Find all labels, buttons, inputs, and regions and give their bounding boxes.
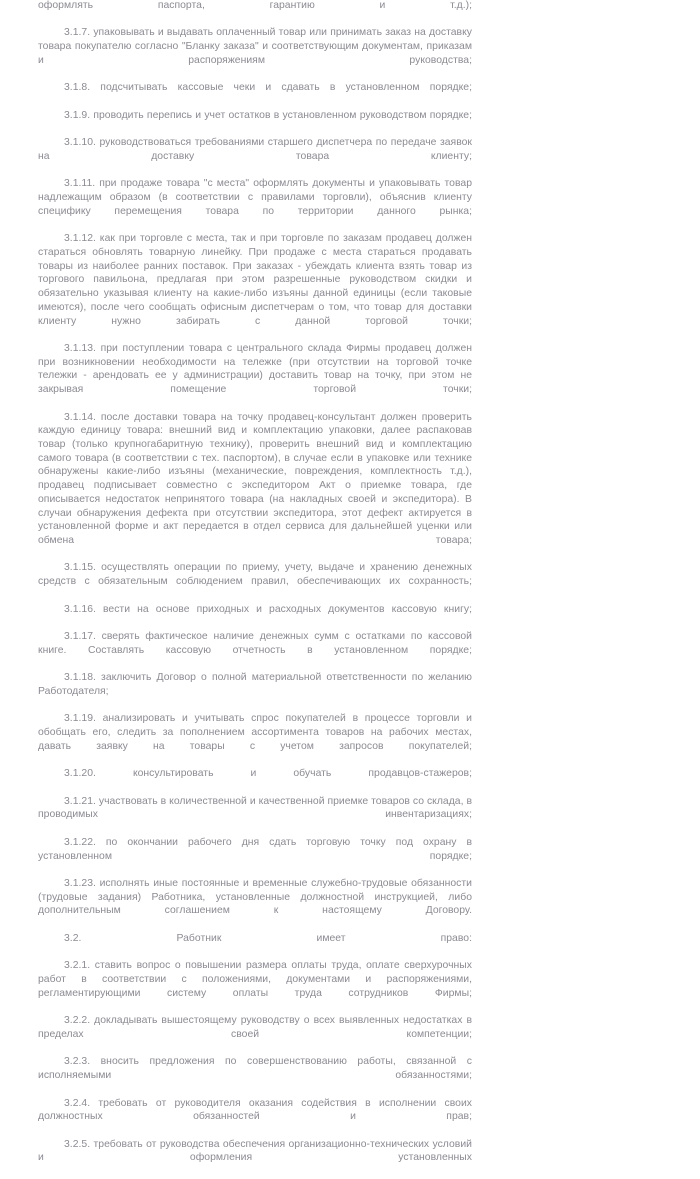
paragraph-p-3-1-13: 3.1.13. при поступлении товара с центрального склада Фирмы продавец должен при возникновении необходимости на тележке (при отсутствии на торговой точке тележки - арендовать ее у администрации) доставить товар на точку, при этом не закрывая помещение торговой точки; — [38, 342, 472, 396]
paragraph-p-3-2-1: 3.2.1. ставить вопрос о повышении размера оплаты труда, оплате сверхурочных работ в соответствии с положениями, документами и распоряжениями, регламентирующими систему оплаты труда сотрудников Фирмы; — [38, 960, 472, 999]
paragraph-p-3-1-16: 3.1.16. вести на основе приходных и расходных документов кассовую книгу; — [64, 603, 472, 615]
paragraph-p-3-1-12: 3.1.12. как при торговле с места, так и при торговле по заказам продавец должен стараться обновлять товарную линейку. При продаже с места стараться продавать товары из наиболее ранних поставок. При заказах - убеждать клиента взять товар из торгового павильона, предлагая при этом разрешенные руководством скидки и обязательно указывая клиенту на какие-либо изъяны данной единицы (если таковые имеются), после чего сообщать офисным диспетчерам о том, что товар для доставки клиенту нужно забирать с данной торговой точки; — [38, 233, 472, 327]
paragraph-p-3-1-21: 3.1.21. участвовать в количественной и качественной приемке товаров со склада, в проводимых инвентаризациях; — [38, 795, 472, 821]
paragraph-p-3-2-2: 3.2.2. докладывать вышестоящему руководству о всех выявленных недостатках в пределах своей компетенции; — [38, 1015, 472, 1040]
paragraph-p-3-1-14: 3.1.14. после доставки товара на точку продавец-консультант должен проверить каждую единицу товара: внешний вид и комплектацию упаковки, далее распаковав товар (только крупногабаритную технику), проверить внешний вид и комплектацию самого товара (в соответствии с тех. паспортом), в случае если в упаковке или технике обнаружены какие-либо изъяны (механические, повреждения, комплектность т.д.), продавец подписывает совместно с экспедитором Акт о приемке товара, где описывается недостаток непринятого товара (на накладных своей и экспедитора). В случаи обнаружения дефекта при отсутствии экспедитора, этот дефект актируется в установленной форме и акт передается в отдел сервиса для дальнейшей уценки или обмена товара; — [38, 411, 472, 547]
paragraph-p-3-1-22: 3.1.22. по окончании рабочего дня сдать торговую точку под охрану в установленном порядке; — [38, 836, 472, 862]
paragraph-p-3-1-17: 3.1.17. сверять фактическое наличие денежных сумм с остатками по кассовой книге. Составлять кассовую отчетность в установленном порядке; — [38, 631, 472, 656]
paragraph-p-3-2: 3.2. Работник имеет право: — [64, 932, 472, 944]
paragraph-p-3-1-15: 3.1.15. осуществлять операции по приему, учету, выдаче и хранению денежных средств с обязательным соблюдением правил, обеспечивающих их сохранность; — [38, 562, 472, 588]
paragraph-p-3-1-23: 3.1.23. исполнять иные постоянные и временные служебно-трудовые обязанности (трудовые задания) Работника, установленные должностной инструкцией, либо дополнительным соглашением к настоящему Договору. — [38, 878, 472, 917]
paragraph-p-3-2-4: 3.2.4. требовать от руководителя оказания содействия в исполнении своих должностных обязанностей и прав; — [38, 1097, 472, 1123]
paragraph-p-3-1-7: 3.1.7. упаковывать и выдавать оплаченный товар или принимать заказ на доставку товара покупателю согласно "Бланку заказа" и соответствующим документам, приказам и распоряжениям руководства; — [38, 27, 472, 66]
paragraph-p-3-1-11: 3.1.11. при продаже товара "с места" оформлять документы и упаковывать товар надлежащим образом (в соответствии с правилами торговли), объяснив клиенту специфику перемещения товара по территории данного рынка; — [38, 178, 472, 217]
paragraph-p-3-1-18: 3.1.18. заключить Договор о полной материальной ответственности по желанию Работодателя; — [38, 672, 472, 697]
paragraph-p-continuation: оформлять паспорта, гарантию и т.д.); — [38, 0, 472, 11]
paragraph-p-3-1-19: 3.1.19. анализировать и учитывать спрос покупателей в процессе торговли и обобщать его, следить за пополнением ассортимента товаров на рабочих местах, давать заявку на товары с учетом запросов покупателей; — [38, 713, 472, 752]
paragraph-p-3-1-9: 3.1.9. проводить перепись и учет остатков в установленном руководством порядке; — [64, 109, 472, 121]
paragraph-p-3-2-5: 3.2.5. требовать от руководства обеспечения организационно-технических условий и оформления установленных — [38, 1138, 472, 1164]
paragraph-p-3-1-8: 3.1.8. подсчитывать кассовые чеки и сдавать в установленном порядке; — [64, 82, 472, 94]
paragraph-p-3-1-20: 3.1.20. консультировать и обучать продавцов-стажеров; — [64, 768, 472, 780]
paragraph-p-3-1-10: 3.1.10. руководствоваться требованиями старшего диспетчера по передаче заявок на доставку товара клиенту; — [38, 137, 472, 162]
document-text-body — [38, 0, 472, 1179]
paragraph-p-3-2-3: 3.2.3. вносить предложения по совершенствованию работы, связанной с исполняемыми обязанностями; — [38, 1056, 472, 1082]
